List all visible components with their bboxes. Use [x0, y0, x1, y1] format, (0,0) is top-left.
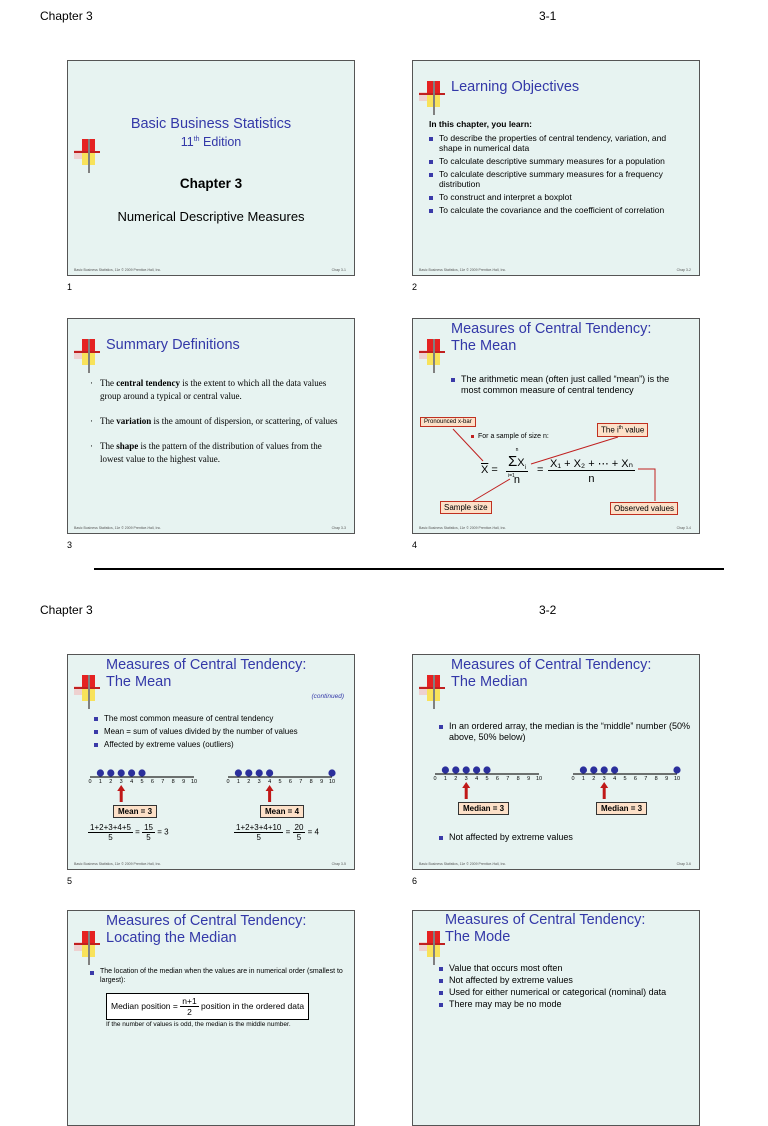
slide-footer: Basic Business Statistics, 11e © 2009 Prentice-Hall, Inc. [419, 268, 507, 272]
sample-size-label: For a sample of size n: [471, 433, 549, 440]
definition-central-tendency: · The central tendency is the extent to which all the data values group around a typical or central value. [90, 378, 327, 401]
list-item: Mean = sum of values divided by the number of values [92, 726, 350, 737]
tick-label: 7 [299, 779, 303, 785]
data-point [118, 769, 125, 776]
slide-7 [67, 910, 355, 1126]
slide-3 [67, 318, 355, 534]
tick-label: 3 [119, 779, 123, 785]
list-item: Used for either numerical or categorical (nominal) data [437, 987, 695, 998]
tick-label: 0 [88, 779, 92, 785]
list-item: To construct and interpret a boxplot [427, 192, 691, 202]
mean-box-2: Mean = 4 [260, 805, 304, 818]
slide-lead: In this chapter, you learn: [429, 119, 532, 129]
slide-title: Measures of Central Tendency: The Mean [106, 657, 307, 690]
slide-5 [67, 654, 355, 870]
slide-footer: Basic Business Statistics, 11e © 2009 Prentice-Hall, Inc. [74, 526, 162, 530]
list-item: The most common measure of central tendency [92, 713, 350, 724]
arrow-up-icon [462, 782, 470, 799]
tick-label: 8 [171, 779, 175, 785]
slide-number: 5 [67, 876, 73, 886]
slide-decoration-icon [74, 339, 100, 373]
data-point [611, 766, 618, 773]
data-point [256, 769, 263, 776]
tick-label: 7 [644, 776, 648, 782]
arrow-up-icon [266, 785, 274, 802]
bullet-list-2 [437, 832, 695, 845]
tick-label: 10 [328, 779, 336, 785]
annotation-arrows [413, 319, 701, 535]
slide-footer: Basic Business Statistics, 11e © 2009 Prentice-Hall, Inc. [74, 862, 162, 866]
tick-label: 1 [236, 779, 240, 785]
slide-number: 3 [67, 540, 73, 550]
cut-text: If the number of values is odd, the median is the middle number. [106, 1021, 291, 1028]
page-chapter-label: Chapter 3 [40, 9, 93, 23]
mean-calc-2: $\frac{1+2+3+4+10}{5}$ = $\frac{20}{5}$ = 4 [236, 823, 319, 842]
data-point [452, 766, 459, 773]
tick-label: 2 [454, 776, 458, 782]
tick-label: 5 [140, 779, 144, 785]
tick-label: 7 [161, 779, 165, 785]
tick-label: 0 [433, 776, 437, 782]
tick-label: 8 [654, 776, 658, 782]
data-point [107, 769, 114, 776]
slide-8 [412, 910, 700, 1126]
slide-decoration-icon [419, 81, 445, 115]
mean-box-1: Mean = 3 [113, 805, 157, 818]
slide-edition: 11th Edition [180, 135, 242, 149]
arrow-up-icon [600, 782, 608, 799]
slide-title: Measures of Central Tendency: Locating the Median [106, 913, 307, 946]
tick-label: 5 [485, 776, 489, 782]
pronounced-tag: Pronounced x-bar [420, 417, 476, 427]
data-point [235, 769, 242, 776]
slide-footer-chap: Chap 3-3 [331, 526, 346, 530]
tick-label: 1 [98, 779, 102, 785]
list-item: There may may be no mode [437, 999, 695, 1010]
tick-label: 6 [495, 776, 499, 782]
median-position-formula: Median position = $\frac{n+1}{2}$ position in the ordered data [106, 993, 309, 1020]
tick-label: 3 [464, 776, 468, 782]
data-point [138, 769, 145, 776]
observed-values-tag: Observed values [610, 502, 678, 515]
tick-label: 2 [109, 779, 113, 785]
data-point [328, 769, 335, 776]
list-item: The location of the median when the values are in numerical order (smallest to largest): [88, 967, 350, 985]
slide-number: 2 [412, 282, 418, 292]
tick-label: 6 [633, 776, 637, 782]
tick-label: 4 [475, 776, 479, 782]
data-point [473, 766, 480, 773]
slide-footer: Basic Business Statistics, 11e © 2009 Prentice-Hall, Inc. [74, 268, 162, 272]
tick-label: 7 [506, 776, 510, 782]
slide-chapter: Chapter 3 [179, 176, 243, 191]
slide-title: Measures of Central Tendency: The Mean [451, 321, 652, 354]
slide-decoration-icon [419, 931, 445, 965]
definitions [90, 377, 345, 466]
slide-title: Basic Business Statistics [130, 116, 292, 132]
tick-label: 8 [516, 776, 520, 782]
data-point [590, 766, 597, 773]
slide-decoration-icon [74, 931, 100, 965]
slide-1 [67, 60, 355, 276]
slide-subtitle: Numerical Descriptive Measures [117, 209, 305, 224]
list-item: Not affected by extreme values [437, 832, 695, 842]
slide-4 [412, 318, 700, 534]
tick-label: 1 [581, 776, 585, 782]
tick-label: 9 [527, 776, 531, 782]
tick-label: 6 [288, 779, 292, 785]
tick-label: 1 [443, 776, 447, 782]
slide-title: Measures of Central Tendency: The Mode [445, 912, 646, 945]
data-point [266, 769, 273, 776]
tick-label: 4 [130, 779, 134, 785]
tick-label: 3 [602, 776, 606, 782]
equals-sign: = [537, 464, 544, 476]
data-point [97, 769, 104, 776]
median-box-2: Median = 3 [596, 802, 647, 815]
data-point [601, 766, 608, 773]
page-chapter-label: Chapter 3 [40, 603, 93, 617]
page-divider [94, 568, 724, 570]
continued-label: (continued) [311, 693, 344, 700]
arrow-up-icon [117, 785, 125, 802]
tick-label: 0 [571, 776, 575, 782]
tick-label: 2 [592, 776, 596, 782]
data-point [463, 766, 470, 773]
data-point [673, 766, 680, 773]
data-point [245, 769, 252, 776]
list-item: To calculate the covariance and the coefficient of correlation [427, 205, 691, 215]
slide-footer-chap: Chap 3-5 [331, 862, 346, 866]
tick-label: 5 [623, 776, 627, 782]
data-point [483, 766, 490, 773]
slide-title: Measures of Central Tendency: The Median [451, 657, 652, 690]
expansion-fraction: X₁ + X₂ + ⋯ + Xₙ n [550, 458, 633, 485]
xbar-symbol: $\overline{X}$ = [481, 464, 498, 476]
tick-label: 0 [226, 779, 230, 785]
slide-footer-chap: Chap 3-1 [331, 268, 346, 272]
list-item: To calculate descriptive summary measures for a frequency distribution [427, 169, 691, 189]
slide-number: 6 [412, 876, 418, 886]
slide-footer-chap: Chap 3-4 [676, 526, 691, 530]
tick-label: 4 [268, 779, 272, 785]
slide-footer: Basic Business Statistics, 11e © 2009 Prentice-Hall, Inc. [419, 526, 507, 530]
list-item: Value that occurs most often [437, 963, 695, 974]
tick-label: 9 [182, 779, 186, 785]
bullet-list [437, 963, 695, 1013]
page-number: 3-2 [539, 603, 557, 617]
tick-label: 8 [309, 779, 313, 785]
objectives-list [427, 133, 691, 218]
slide-footer: Basic Business Statistics, 11e © 2009 Prentice-Hall, Inc. [419, 862, 507, 866]
tick-label: 4 [613, 776, 617, 782]
definition-variation: · The variation is the amount of dispersion, or scattering, of values [90, 416, 338, 426]
slide-title: Learning Objectives [451, 79, 580, 95]
list-item: To calculate descriptive summary measures for a population [427, 156, 691, 166]
slide-footer-chap: Chap 3-2 [676, 268, 691, 272]
tick-label: 10 [190, 779, 198, 785]
tick-label: 9 [665, 776, 669, 782]
definition-shape: · The shape is the pattern of the distribution of values from the lowest value to the highest value. [90, 441, 322, 464]
slide-title: Summary Definitions [106, 337, 240, 353]
sample-size-tag: Sample size [440, 501, 492, 514]
tick-label: 10 [673, 776, 681, 782]
slide-number: 4 [412, 540, 418, 550]
page-number: 3-1 [539, 9, 557, 23]
slide-number: 1 [67, 282, 73, 292]
mean-calc-1: $\frac{1+2+3+4+5}{5}$ = $\frac{15}{5}$ = 3 [90, 823, 169, 842]
slide-footer-chap: Chap 3-6 [676, 862, 691, 866]
bullet-list [88, 967, 350, 988]
median-box-1: Median = 3 [458, 802, 509, 815]
list-item: Affected by extreme values (outliers) [92, 739, 350, 750]
slide-6 [412, 654, 700, 870]
tick-label: 6 [150, 779, 154, 785]
ith-value-tag: The $i^{th}$ value [597, 423, 648, 437]
tick-label: 10 [535, 776, 543, 782]
tick-label: 3 [257, 779, 261, 785]
list-item: The arithmetic mean (often just called “mean”) is the most common measure of central tendency [449, 374, 691, 396]
slide-2 [412, 60, 700, 276]
list-item: Not affected by extreme values [437, 975, 695, 986]
data-point [442, 766, 449, 773]
tick-label: 2 [247, 779, 251, 785]
list-item: To describe the properties of central tendency, variation, and shape in numerical data [427, 133, 691, 153]
list-item: In an ordered array, the median is the “middle” number (50% above, 50% below) [437, 721, 695, 743]
tick-label: 5 [278, 779, 282, 785]
tick-label: 9 [320, 779, 324, 785]
summation-fraction: n $\Sigma X_i$ i=1 n [508, 447, 526, 487]
data-point [128, 769, 135, 776]
data-point [580, 766, 587, 773]
